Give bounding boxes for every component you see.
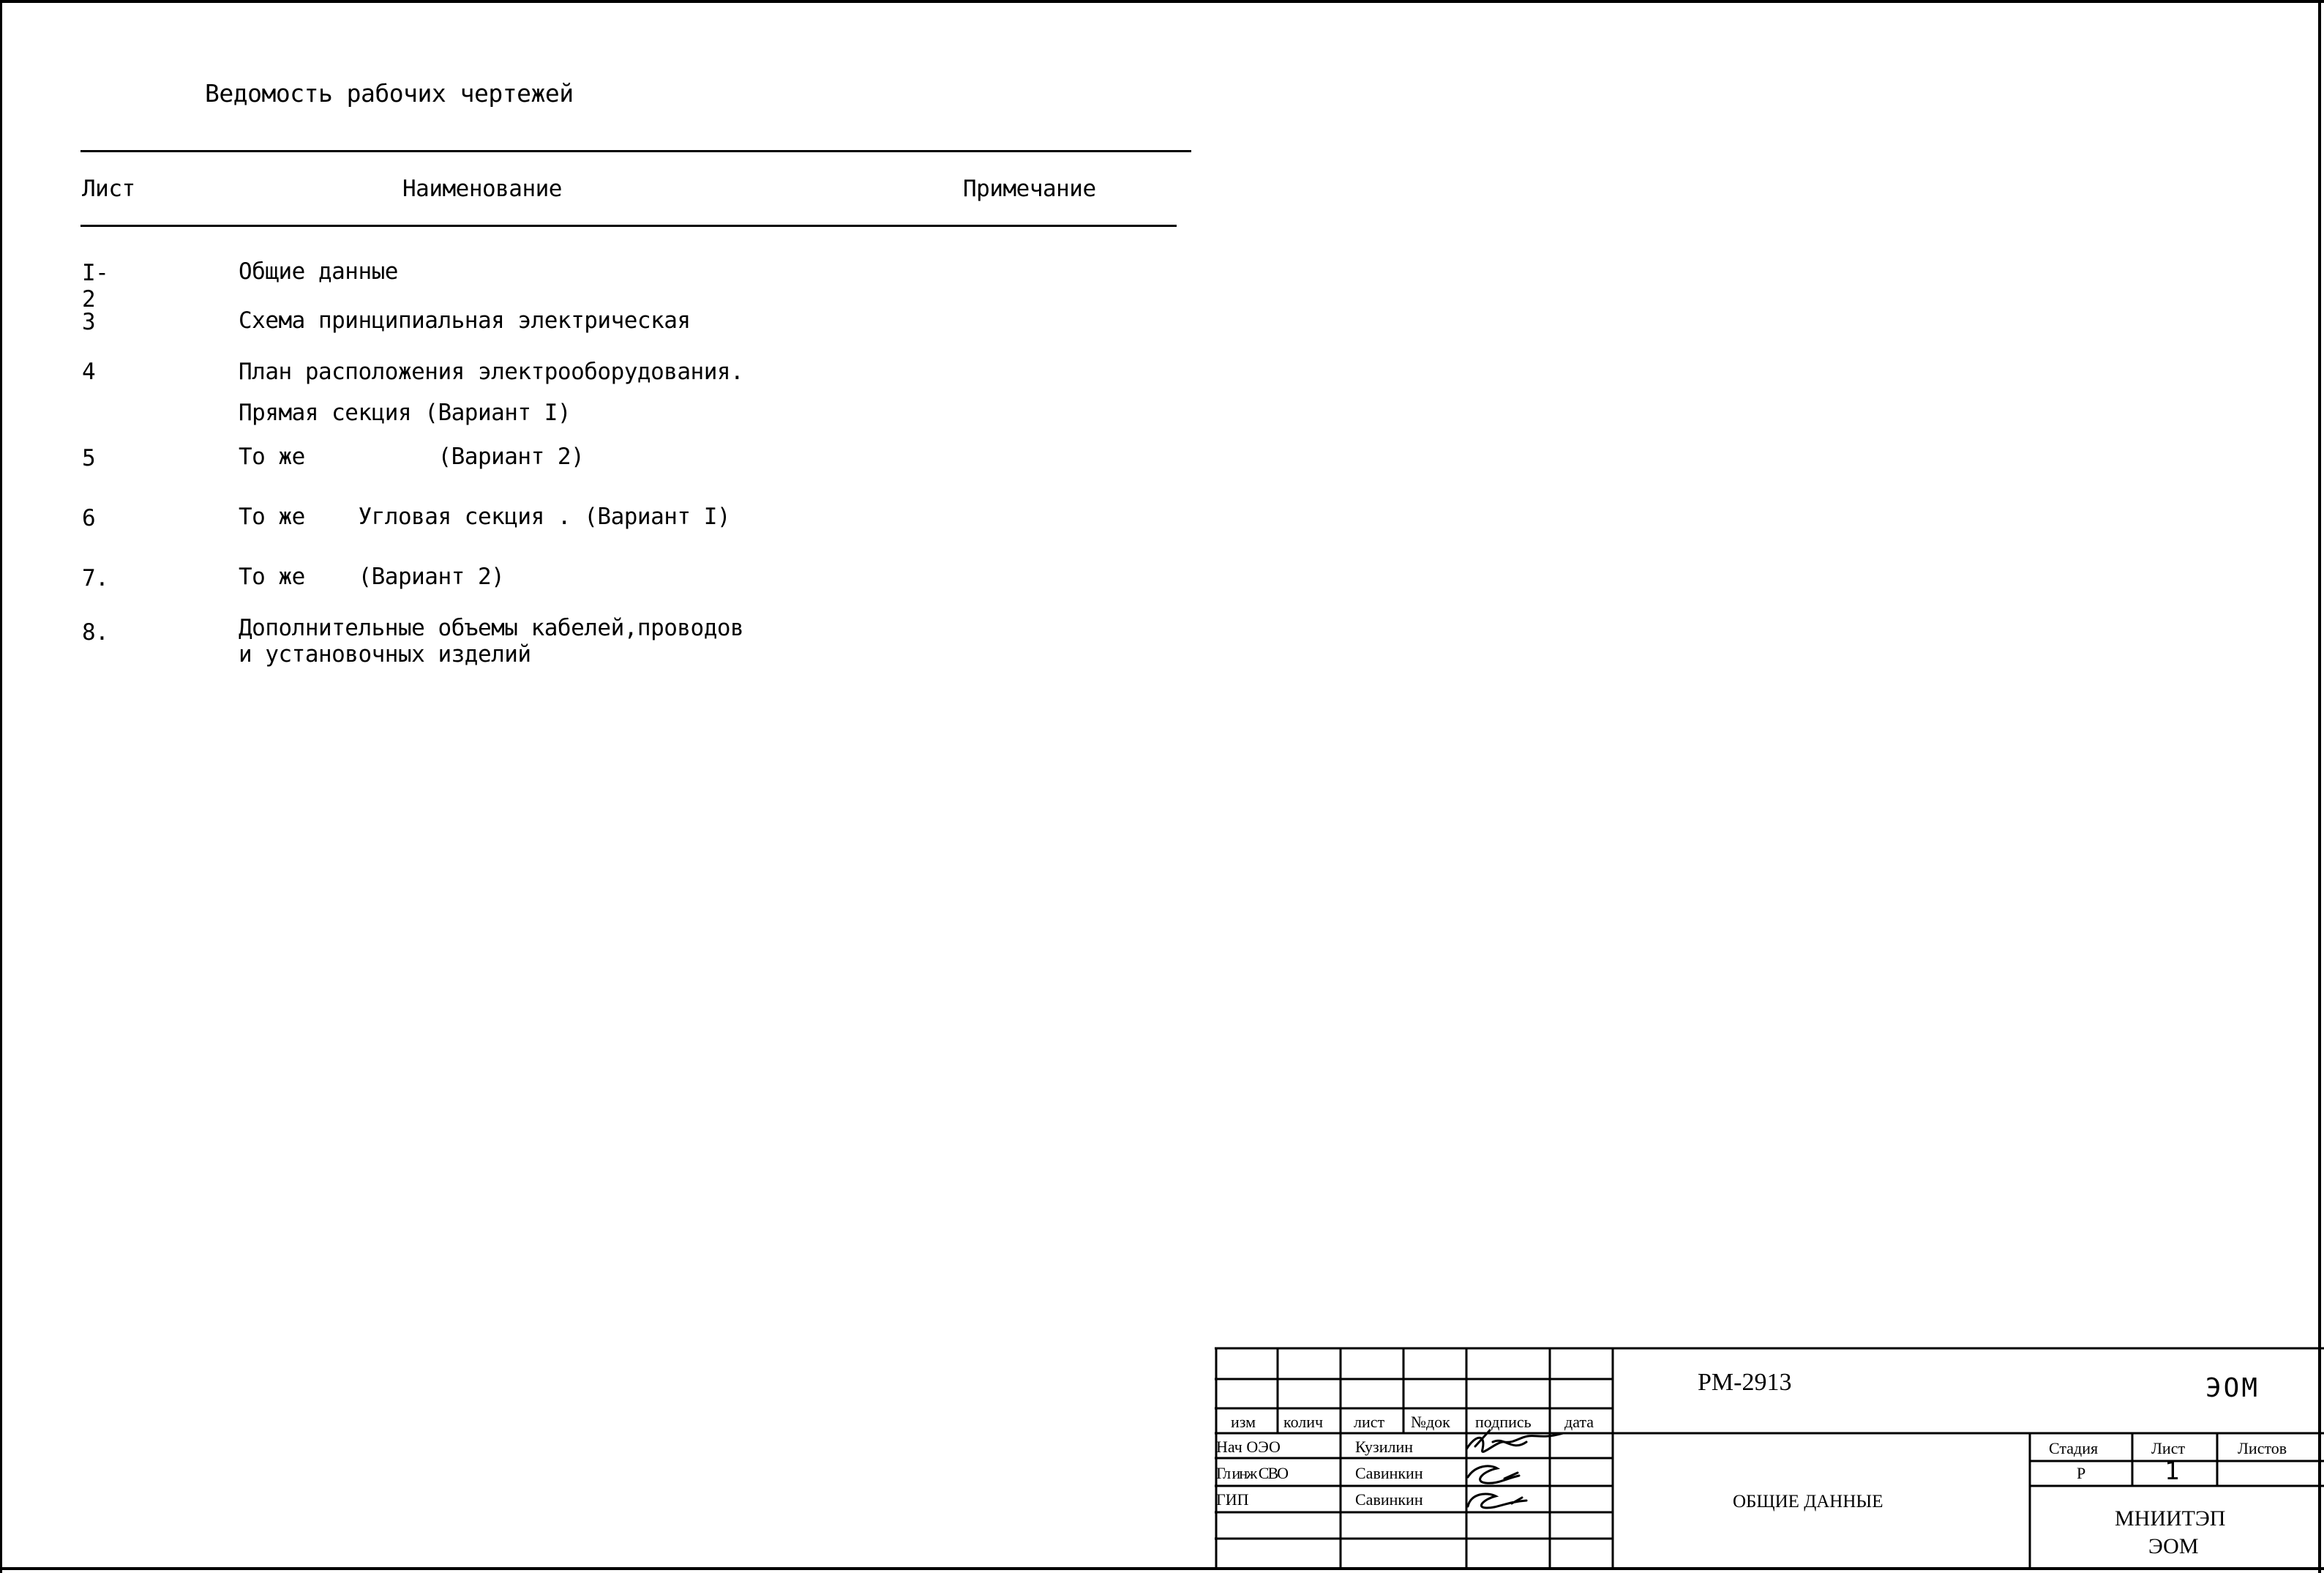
row-name: Общие данные	[239, 258, 398, 285]
row-sheet: 5	[82, 445, 96, 471]
role-gip: ГИП	[1216, 1490, 1249, 1509]
header-top-rule	[80, 150, 1191, 152]
role-head-oeo: Нач ОЭО	[1216, 1438, 1281, 1456]
row-sheet: 7.	[82, 565, 109, 591]
col-header-sheet: Лист	[82, 176, 135, 202]
person-name: Савинкин	[1355, 1490, 1423, 1509]
sheet-label: Лист	[2151, 1439, 2186, 1457]
header-bottom-rule	[80, 225, 1177, 227]
organization: МНИИТЭП	[2115, 1506, 2226, 1531]
row-sheet: 6	[82, 505, 96, 531]
frame-left-border	[0, 0, 2, 1573]
sheet-value: 1	[2164, 1457, 2179, 1486]
role-chief-engineer: Гл инж СВО	[1216, 1464, 1288, 1482]
frame-right-border	[2318, 0, 2321, 1573]
row-sheet: I-2	[82, 260, 109, 313]
stage-value: Р	[2077, 1464, 2086, 1482]
row-name: То же (Вариант 2)	[239, 444, 585, 470]
sheet-list-title: Ведомость рабочих чертежей	[205, 79, 574, 108]
row-name: То же Угловая секция . (Вариант I)	[239, 504, 731, 530]
document-name: ОБЩИЕ ДАННЫЕ	[1733, 1492, 1883, 1512]
row-name: Дополнительные объемы кабелей,проводов и установочных изделий	[239, 615, 744, 668]
sheets-label: Листов	[2238, 1439, 2287, 1457]
person-name: Савинкин	[1355, 1464, 1423, 1482]
document-mark: ЭОМ	[2205, 1373, 2260, 1403]
col-data: дата	[1564, 1413, 1594, 1431]
person-name: Кузилин	[1355, 1438, 1414, 1456]
col-izm: изм	[1231, 1413, 1256, 1431]
title-block	[1215, 1347, 2324, 1570]
frame-top-border	[0, 0, 2324, 3]
col-podpis: подпись	[1475, 1413, 1532, 1431]
row-sheet: 8.	[82, 619, 109, 646]
row-sheet: 4	[82, 359, 96, 385]
document-code: РМ-2913	[1698, 1369, 1792, 1396]
col-header-note: Примечание	[963, 176, 1096, 202]
row-name: План расположения электрооборудования. Прямая секция (Вариант I)	[239, 359, 744, 426]
stage-label: Стадия	[2049, 1439, 2099, 1457]
signatures	[1461, 1420, 1578, 1515]
row-name: Схема принципиальная электрическая	[239, 307, 691, 334]
row-sheet: 3	[82, 309, 96, 335]
col-ndok: №док	[1411, 1413, 1450, 1431]
col-header-name: Наименование	[402, 176, 562, 202]
col-list: лист	[1354, 1413, 1385, 1431]
row-name: То же (Вариант 2)	[239, 564, 505, 590]
department: ЭОМ	[2148, 1534, 2199, 1558]
col-kolich: колич	[1283, 1413, 1324, 1431]
